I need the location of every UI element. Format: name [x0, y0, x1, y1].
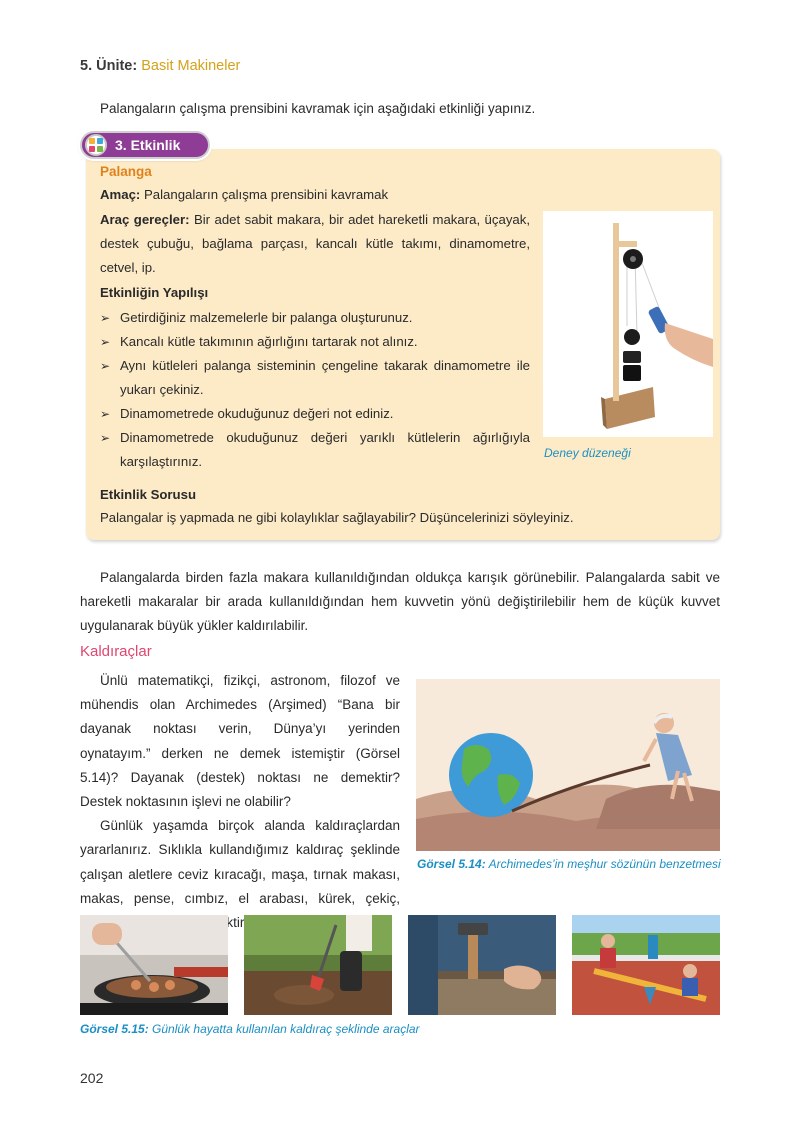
figure-515-label: Görsel 5.15:	[80, 1022, 149, 1036]
list-item: ➢ Dinamometrede okuduğunuz değeri yarıklı kütlelerin ağırlığıyla karşılaştırınız.	[100, 426, 530, 474]
list-item: ➢ Aynı kütleleri palanga sisteminin çengeline takarak dinamometre ile yukarı çekiniz.	[100, 354, 530, 402]
activity-aim	[100, 187, 530, 202]
list-item: ➢ Getirdiğiniz malzemelerle bir palanga oluşturunuz.	[100, 306, 530, 330]
levers-paragraph-2: Günlük yaşamda birçok alanda kaldıraçlardan yararlanırız. Sıklıkla kullandığımız kaldıraç şeklinde çalışan aletlere ceviz kıracağı, maşa, tırnak makası, makas, pense, cımbız, el arabası, kürek, çekiç,	[80, 818, 400, 906]
unit-header	[80, 58, 240, 74]
arrow-bullet-icon: ➢	[100, 359, 111, 373]
activity-icon	[85, 134, 107, 156]
activity-content	[100, 164, 530, 474]
question-heading: Etkinlik Sorusu	[100, 487, 196, 502]
tools-text: Bir adet sabit makara, bir adet hareketli makara, üçayak, destek çubuğu, bağlama parçası, kancalı kütle takımı, dinamometre, cetvel, ip.	[100, 212, 531, 275]
list-item: ➢ Dinamometrede okuduğunuz değeri not ediniz.	[100, 402, 530, 426]
unit-name: Basit Makineler	[141, 58, 241, 74]
tools-label: Araç gereçler:	[100, 212, 190, 227]
photo-hammer-nail	[408, 915, 556, 1015]
activity-badge	[80, 131, 210, 159]
activity-tools	[100, 208, 530, 280]
figure-514-label: Görsel 5.14:	[417, 857, 486, 871]
arrow-bullet-icon: ➢	[100, 431, 111, 445]
activity-title: Palanga	[100, 164, 152, 179]
activity-question-block	[100, 484, 574, 530]
aim-label: Amaç:	[100, 187, 141, 202]
photo-shovel-garden	[244, 915, 392, 1015]
figure-515-text: Günlük hayatta kullanılan kaldıraç şeklinde araçlar	[152, 1022, 420, 1036]
experiment-caption: Deney düzeneği	[544, 446, 631, 460]
aim-text: Palangaların çalışma prensibini kavramak	[143, 187, 389, 202]
procedure-steps	[100, 306, 530, 474]
unit-number: 5. Ünite:	[80, 58, 138, 74]
archimedes-illustration	[416, 679, 720, 851]
figure-515-caption	[80, 1022, 420, 1036]
list-item: ➢ Kancalı kütle takımının ağırlığını tartarak not alınız.	[100, 330, 530, 354]
arrow-bullet-icon: ➢	[100, 335, 111, 349]
page-number: 202	[80, 1070, 104, 1086]
figure-514-text: Archimedes’in meşhur sözünün benzetmesi	[488, 857, 721, 871]
intro-text: Palangaların çalışma prensibini kavramak için aşağıdaki etkinliği yapınız.	[100, 101, 536, 116]
figure-514-caption	[417, 857, 721, 871]
arrow-bullet-icon: ➢	[100, 311, 111, 325]
procedure-heading: Etkinliğin Yapılışı	[100, 285, 209, 300]
question-text: Palangalar iş yapmada ne gibi kolaylıklar sağlayabilir? Düşüncelerinizi söyleyiniz.	[100, 510, 574, 525]
levers-text	[80, 669, 400, 935]
section-title-levers: Kaldıraçlar	[80, 643, 152, 660]
arrow-bullet-icon: ➢	[100, 407, 111, 421]
pulley-paragraph: Palangalarda birden fazla makara kullanıldığından oldukça karışık görünebilir. Palangalarda sabit ve hareketli makaralar bir arada kullanıldığından hem kuvvetin yönü değiştirilebilir hem de küçük kuvvet uygulanarak büyük yükler kaldırılabilir.	[80, 570, 720, 633]
activity-badge-label: 3. Etkinlik	[115, 137, 181, 153]
photo-seesaw-kids	[572, 915, 720, 1015]
levers-paragraph-1: Ünlü matematikçi, fizikçi, astronom, filozof ve mühendis olan Archimedes (Arşimed) “Bana bir dayanak noktası verin, Dünya’yı yerinden oynatayım.” derken ne demek istemiştir (Görsel 5.14)? Dayanak (destek) noktası ne demektir? Destek noktasının işlevi ne olabilir?	[80, 673, 400, 810]
photo-tongs-cooking	[80, 915, 228, 1015]
experiment-setup-image	[543, 211, 713, 437]
